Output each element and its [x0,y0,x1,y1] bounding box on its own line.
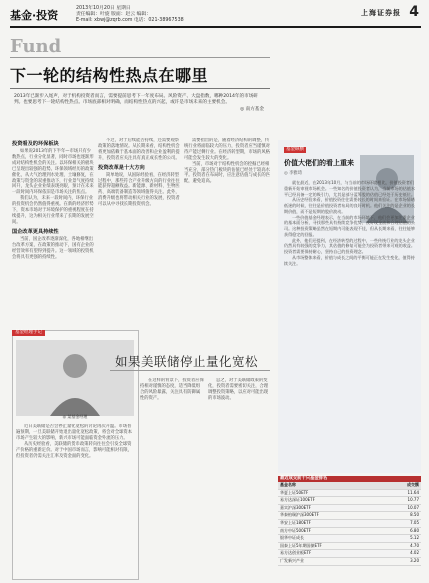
paragraph: 此外，他们还提到，在经济转型的过程中，一些传统行业的龙头企业仍然具有较强的竞争力，其估值的修复可能会为投资者带来可观的收益。投资者需要保持耐心，坚持自己的投资理念。 [284,237,415,254]
fund-name-cell: 南方中证500ETF [280,527,311,533]
fund-label: Fund [10,36,62,57]
subheading-environment: 投资看及的环保板块 [12,141,59,147]
subheading-reform-directions: 投资改革是十大方向 [98,164,145,171]
article-column-3 [184,138,270,328]
lead-paragraph [14,94,264,114]
paragraph: 总之，对于美联储政策的变化，投资者需要密切关注，合理调整投资策略，以应对可能出现的市场波动。 [208,378,269,401]
table-row [278,550,421,558]
headline-rule [10,88,270,89]
paragraph: 从市场整体来看，价值与成长之间的平衡可能正在发生变化，值得持续关注。 [284,254,415,266]
headline: 下一轮的结构性热点在哪里 [10,66,209,85]
feature-title: 如果美联储停止量化宽松 [115,354,259,369]
paragraph: 当前，国企改革逐渐深化，各地相继出台改革方案，在政策的推动下，国有企业的经营效率有望得到提升。这一领域的投资机会将具有更强的持续性。 [12,236,94,260]
paragraph: 不过，对于后续能否持续，还需要观察政策的落地情况。从长期来看，结构性机会将更加依赖于基本面的改善和企业盈利的提升，投资者应关注具有真正成长性的公司。 [98,138,180,161]
fund-value-cell: 11.64 [407,489,419,495]
table-row [278,512,421,520]
fund-ranking-table [278,476,421,566]
fund-value-cell: 6.80 [410,527,419,533]
paragraph: 我们认为，未来一段时间内，环保行业的投资机会仍然值得重视。在新的经济形势下，资本市场对于环境保护的重视程度在持续提升，这为相关行业带来了长期的发展空间。 [12,196,94,225]
paragraph: 一些价值基金经理表示，在当前的市场环境下，他们会更加注重企业的基本面分析，寻找那些具有持续竞争优势、良好现金流和合理估值的公司。这种投资策略虽然在短期内可能表现不佳，但从长期来看，往往能够获得稳定的回报。 [284,214,415,237]
paragraph: 近日美联储是否会停止量化宽松的讨论再次升温。市场普遍预期，一旦美联储开始退出量化宽松政策，将会对全球资本市场产生较大的影响，新兴市场可能面临资金外流的压力。 [16,424,132,441]
paragraph: 在这样的背景下，投资者应保持相对谨慎的态度，适当降低组合的风险暴露，关注具有防御属性的资产。 [140,378,204,401]
table-row [278,520,421,528]
newspaper-logo: 上海证券报 [361,8,401,17]
fund-name-cell: 易方达创业板ETF [280,550,312,556]
fund-value-cell: 7.05 [410,519,419,525]
paragraph: 如果说2013年的下半年—市场只有少数热点，行业分化显著，同时市场也逐渐形成对结构性机会的关注。以环保相关的板块已呈现出较强的趋势。环保领域经历的政策催化，从大气治理到水处理、土壤修复，在政策与资金的双重推动下，行业景气度持续回升，龙头企业业绩表现亮眼，预计在未来一段时间内环保依旧是市场关注的焦点。 [12,149,94,196]
fund-name-cell: 华安上证180ETF [280,519,311,525]
paragraph: 当前，市场对于结构性机会的挖掘已经相当充分，部分热门板块的估值已经处于较高水平。投资者在布局时，应注意估值与成长的匹配，避免追高。 [184,161,270,185]
table-header [278,482,421,490]
header-rule [10,26,421,28]
paragraph: 从历史经验看，美联储的货币政策转向往往会引发全球资产价格的重新定价。对于中国市场而言，影响可能相对有限，但投资者仍需关注汇率及资金面的变化。 [16,441,132,459]
fund-name-cell: 嘉实沪深300ETF [280,504,311,510]
feature-column-3 [208,378,272,578]
article-column-2 [98,138,180,328]
paragraph: 需要指出的是，随着经济结构的调整，传统行业将面临较大的压力，投资者应当谨慎对待产能过剩行业。在经济转型期，市场的风格可能会发生较大的变化。 [184,138,270,161]
page-number: 4 [409,4,419,20]
issue-line-1: 2013年10月20日 星期日 [76,6,131,11]
fund-value-cell: 4.02 [410,550,419,556]
fund-name-cell: 国泰上证5年期国债ETF [280,542,322,548]
fund-value-cell: 8.50 [410,512,419,518]
issue-info [76,6,276,24]
table-row [278,558,421,566]
fund-value-cell: 5.12 [410,535,419,541]
issue-line-2: 责任编辑：叶旋 版面：赵云 编辑： [76,12,152,17]
subheading-soe-reform: 国企改革更具持续性 [12,228,59,235]
feature-tag: 基金经理手记 [12,330,45,336]
paragraph: 从历史经验来看，价值投资往往需要较长的时间来验证。在市场情绪低迷的时候，往往是价值投资者布局的良好时机。他们关注的是企业的长期价值，而不是短期的股价波动。 [284,197,415,214]
fund-value-cell: 4.70 [410,542,419,548]
fund-name-cell: 华夏上证50ETF [280,489,309,495]
sidebar-title: 价值大佬们的看上重来 [284,159,354,167]
fund-value-cell: 10.07 [407,504,419,510]
table-body [278,490,421,566]
column-header-value: 成交额 [407,482,419,487]
fund-value-cell: 3.20 [410,557,419,563]
issue-line-3: E-mail: xbwj@zqrb.com 电话：021-38967538 [76,18,184,23]
sidebar-author: ◎ 李雅琦 [284,171,303,176]
section-title: 基金·投资 [10,9,59,22]
table-row [278,497,421,505]
sidebar-body [284,180,416,470]
sidebar-tag: 基金纵横 [286,147,304,152]
paragraph: 就在最近，在2013年10月，与当前的市场环境相比，价值投资者们重新开始审视市场机会。一些知名的价值投资者认为，当前市场的估值水平已经具备一定的吸引力，尤其是部分蓝筹股的估值已经处于历史低位。 [284,180,415,197]
fund-name-cell: 华泰柏瑞沪深300ETF [280,512,319,518]
feature-column-1 [16,424,132,574]
fund-name-cell: 广发新兴产业 [280,557,304,563]
paragraph: 简单地说，从国际经验看，在经济转型过程中，那些符合产业升级方向的行业往往能获得超额收益。新能源、新材料、生物医药、高端装备制造等领域值得关注。此外，消费升级也将带动相关行业的发展，投资者可以从中寻找长期投资机会。 [98,172,180,208]
feature-title-rule [110,370,270,371]
photo-caption: ◎ 某基金经理 [62,414,88,419]
article-column-1 [12,138,94,328]
fund-name-cell: 易方达深证100ETF [280,497,315,503]
lead-text: 2013年已渐步入尾声，对于机构投资者而言，需要提前思考下一年度布局。风险资产、大盘指数，哪种2014年的市场研判。也要思考下一轮结构性热点。市场底部相对明确，而结构性热点的兴起，或许是市场未来的主要机会。 [14,94,258,106]
table-title: 最近成交前十只基金排名 [278,476,421,482]
table-row [278,535,421,543]
lead-author: ◎ 南方基金 [240,107,264,113]
fund-value-cell: 10.77 [407,497,419,503]
column-header-name: 基金名称 [280,482,296,487]
fund-name-cell: 银华中证成长 [280,535,304,541]
feature-column-2 [140,378,204,578]
headline-top-rule [10,57,270,58]
